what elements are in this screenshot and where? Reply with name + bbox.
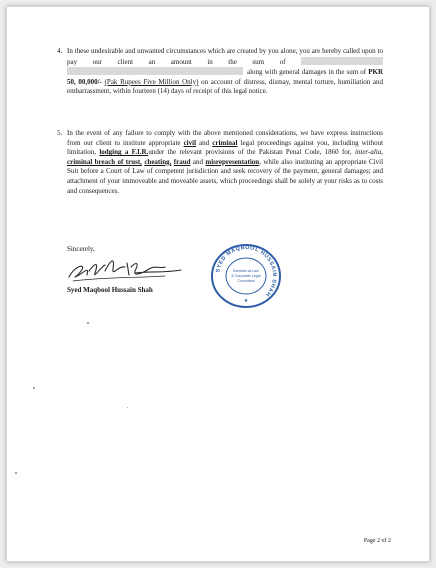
paragraph-text: In these undesirable and unwanted circumstances which are created by you alone, you are hereby called upon to pay our client an amount in the sum of <box>67 47 383 66</box>
scan-speck <box>15 472 17 474</box>
handwritten-signature <box>65 255 185 285</box>
criminal-term: criminal <box>212 138 238 147</box>
cheating-term: cheating, <box>144 157 172 166</box>
paragraph-text: along with general damages in the sum of <box>247 68 367 77</box>
scan-speck <box>127 407 128 408</box>
paragraph-text: and <box>199 138 210 147</box>
letter-page <box>6 6 430 562</box>
svg-text:SYED MAQBOOL HUSSAIN SHAH: SYED MAQBOOL HUSSAIN SHAH <box>215 244 278 298</box>
fraud-term: fraud <box>173 157 191 166</box>
paragraph-5 <box>57 129 384 196</box>
scan-speck <box>33 387 35 389</box>
svg-text:★: ★ <box>243 299 249 304</box>
paragraph-text: legal proceedings against you, including without limitation, <box>67 138 384 157</box>
page-number: Page 2 of 2 <box>363 538 391 544</box>
inter-alia-term: inter-alia, <box>354 148 383 157</box>
closing: Sincerely, <box>67 245 95 253</box>
misrepresentation-term: misrepresentation <box>205 157 260 166</box>
svg-text:Consultant: Consultant <box>237 279 255 283</box>
paragraph-number: 5. <box>57 129 63 137</box>
amount: PKR 50, 00,000/- <box>67 68 383 86</box>
fir-term: lodging a F.I.R. <box>99 148 149 157</box>
svg-text:& Corporate Legal: & Corporate Legal <box>231 274 261 278</box>
paragraph-text: In the event of any failure to comply with the above mentioned considerations, we have express instructions from our client to institute appropriate <box>67 129 383 147</box>
civil-term: civil <box>183 138 197 147</box>
cbt-term: criminal breach of trust, <box>67 157 142 166</box>
redacted-text <box>67 67 243 75</box>
paragraph-text: , while also instituting an appropriate Civil Suit before a Court of Law of competent jurisdiction and seek recovery of the payment, general damages; and attachment of your immoveable and moveable assets, which proceedings shall be solely at your risks as to costs and consequences. <box>67 157 384 195</box>
amount-words: (Pak Rupees Five Million Only) <box>104 77 199 86</box>
official-stamp <box>207 243 285 309</box>
paragraph-4 <box>57 47 384 97</box>
signatory-name: Syed Maqbool Hussain Shah <box>67 286 153 294</box>
redacted-text <box>301 57 383 65</box>
paragraph-text: under the relevant provisions of the Pakistan Penal Code, 1860 for, <box>148 148 352 157</box>
svg-text:Barrister-at-Law: Barrister-at-Law <box>233 269 259 273</box>
paragraph-number: 4. <box>57 47 63 55</box>
paragraph-text: and <box>192 157 203 166</box>
paragraph-text: on account of distress, dismay, mental torture, humiliation and embarrassment, within fourteen (14) days of receipt of this legal notice. <box>67 77 384 96</box>
scan-speck <box>87 322 89 324</box>
